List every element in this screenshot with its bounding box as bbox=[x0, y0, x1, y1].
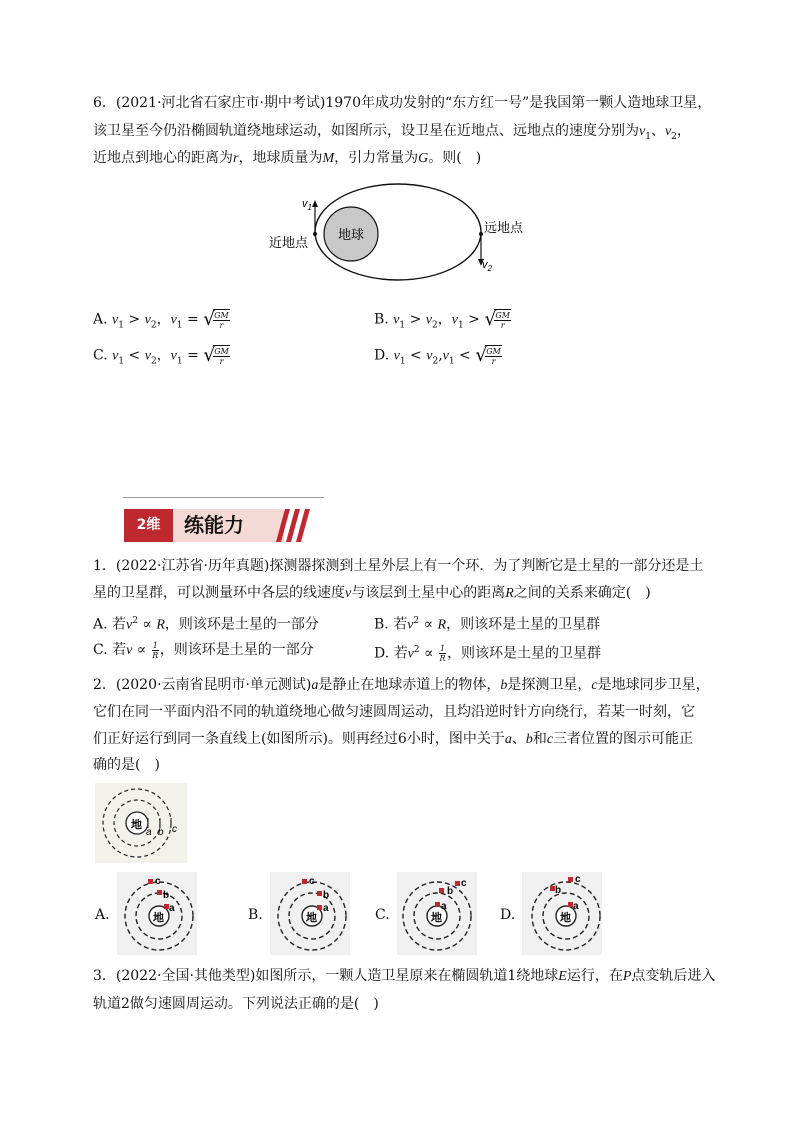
svg-text:a: a bbox=[323, 903, 329, 914]
svg-text:c: c bbox=[155, 876, 161, 887]
q1-option-a[interactable]: A. 若$v^2 \propto R$，则该环是土星的一部分 bbox=[93, 616, 319, 633]
q2-option-a-figure[interactable] bbox=[117, 872, 197, 955]
q6-line-3: 近地点到地心的距离为r，地球质量为M，引力常量为G。则( ) bbox=[93, 150, 482, 166]
svg-text:地: 地 bbox=[153, 912, 164, 924]
section-badge: 2维 bbox=[124, 509, 173, 542]
svg-text:地: 地 bbox=[306, 912, 317, 924]
svg-text:b: b bbox=[447, 886, 454, 897]
svg-text:a: a bbox=[169, 903, 175, 914]
q2-line-4: 确的是( ) bbox=[93, 757, 160, 773]
q6-option-b[interactable]: B. $v_1 > v_2$，$v_1$ > √ $\frac{GM}{r}$ bbox=[374, 309, 512, 335]
q2-option-b-label[interactable]: B. bbox=[248, 907, 263, 923]
svg-text:a: a bbox=[441, 901, 447, 912]
apogee-point bbox=[479, 232, 483, 236]
q2-line-2: 它们在同一平面内沿不同的轨道绕地心做匀速圆周运动，且均沿逆时针方向绕行，若某一时刻，它 bbox=[93, 704, 695, 720]
q1-line-1: 1．(2022·江苏省·历年真题)探测器探测到土星外层上有一个环．为了判断它是土星的一部分还是土 bbox=[93, 558, 704, 574]
apogee-label: 远地点 bbox=[484, 220, 524, 235]
q1-option-c[interactable]: C. 若v ∝ $\frac{1}{R}$ ，则该环是土星的一部分 bbox=[93, 640, 314, 660]
q6-line-2: 该卫星至今仍沿椭圆轨道绕地球运动，如图所示，设卫星在近地点、远地点的速度分别为$v_1$、$v_2$， bbox=[93, 123, 691, 142]
q2-option-b-figure[interactable] bbox=[270, 872, 350, 955]
svg-text:地: 地 bbox=[431, 912, 442, 924]
q1-option-b[interactable]: B. 若$v^2 \propto R$，则该环是土星的卫星群 bbox=[374, 616, 601, 633]
q2-option-a-label[interactable]: A. bbox=[95, 907, 110, 923]
q2-line-3: 们正好运行到同一条直线上(如图所示)。则再经过6小时，图中关于a、b和c三者位置的图示可能正 bbox=[93, 731, 694, 747]
q2-option-d-label[interactable]: D. bbox=[500, 907, 516, 923]
banner-stripes-icon bbox=[272, 509, 312, 542]
q3-line-1: 3．(2022·全国·其他类型)如图所示，一颗人造卫星原来在椭圆轨道1绕地球E运行，在P点变轨后进入 bbox=[93, 968, 716, 984]
svg-text:b: b bbox=[163, 890, 170, 901]
q6-option-a[interactable]: A. $v_1 > v_2$，$v_1$ = √ $\frac{GM}{r}$ bbox=[93, 309, 231, 335]
svg-text:b: b bbox=[323, 890, 330, 901]
svg-text:a: a bbox=[146, 827, 152, 838]
v1-label: $v_1$ bbox=[302, 198, 312, 212]
svg-text:c: c bbox=[309, 876, 315, 887]
v2-label: $v_2$ bbox=[482, 259, 492, 273]
q6-line-1: 6．(2021·河北省石家庄市·期中考试)1970年成功发射的“东方红一号”是我国第一颗人造地球卫星， bbox=[93, 95, 712, 111]
section-divider bbox=[123, 497, 324, 498]
svg-text:地: 地 bbox=[560, 912, 571, 924]
svg-text:c: c bbox=[575, 874, 581, 885]
q2-line-1: 2．(2020·云南省昆明市·单元测试)a是静止在地球赤道上的物体，b是探测卫星，c是地球同步卫星， bbox=[93, 677, 710, 693]
q2-main-figure bbox=[95, 783, 187, 863]
q1-line-2: 星的卫星群，可以测量环中各层的线速度v与该层到土星中心的距离R之间的关系来确定( ) bbox=[93, 585, 651, 601]
svg-text:b: b bbox=[158, 827, 164, 838]
q1-option-d[interactable]: D. 若$v^2$ ∝ $\frac{1}{R}$ ，则该环是土星的卫星群 bbox=[374, 644, 602, 664]
section-title: 练能力 bbox=[173, 509, 284, 542]
svg-text:c: c bbox=[172, 824, 177, 835]
q2-option-d-figure[interactable] bbox=[522, 872, 602, 955]
earth-label: 地球 bbox=[338, 227, 365, 242]
perigee-label: 近地点 bbox=[269, 235, 309, 250]
svg-text:b: b bbox=[555, 885, 562, 896]
q6-option-c[interactable]: C. $v_1 < v_2$，$v_1$ = √ $\frac{GM}{r}$ bbox=[93, 345, 231, 371]
svg-text:c: c bbox=[461, 878, 467, 889]
q6-option-d[interactable]: D. $v_1 < v_2,v_1$ < √ $\frac{GM}{r}$ bbox=[374, 345, 503, 371]
svg-text:a: a bbox=[573, 901, 579, 912]
q3-line-2: 轨道2做匀速圆周运动。下列说法正确的是( ) bbox=[93, 996, 379, 1012]
q2-option-c-label[interactable]: C. bbox=[375, 907, 390, 923]
perigee-point bbox=[313, 232, 317, 236]
orbit-figure bbox=[260, 172, 540, 282]
svg-text:地: 地 bbox=[131, 819, 142, 831]
v1-arrowhead bbox=[312, 200, 318, 207]
q2-option-c-figure[interactable] bbox=[397, 872, 477, 955]
